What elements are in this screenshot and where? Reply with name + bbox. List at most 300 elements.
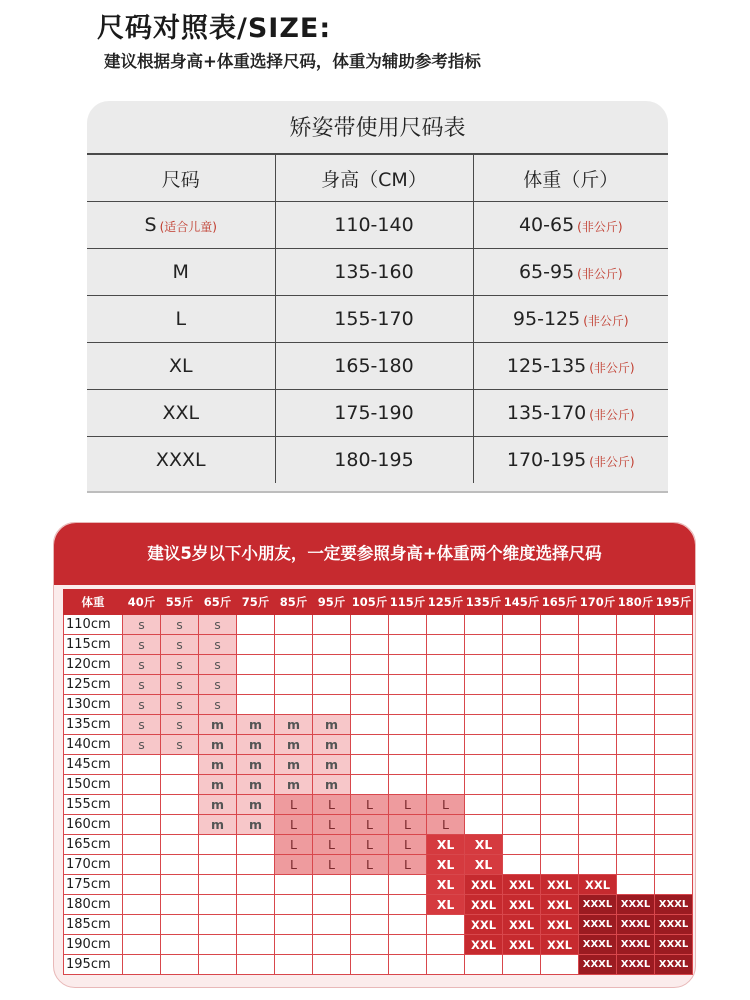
chart-cell bbox=[237, 875, 275, 895]
chart-cell bbox=[351, 635, 389, 655]
chart-cell bbox=[389, 935, 427, 955]
chart-cell: s bbox=[199, 635, 237, 655]
chart-cell bbox=[617, 635, 655, 655]
chart-cell bbox=[465, 775, 503, 795]
chart-cell: m bbox=[313, 735, 351, 755]
chart-cell bbox=[579, 735, 617, 755]
chart-cell: m bbox=[199, 715, 237, 735]
weight-header: 195斤 bbox=[655, 590, 693, 615]
chart-cell: XXL bbox=[503, 875, 541, 895]
chart-cell bbox=[655, 795, 693, 815]
chart-cell bbox=[199, 895, 237, 915]
chart-cell bbox=[541, 835, 579, 855]
chart-cell: m bbox=[199, 755, 237, 775]
weight-cell bbox=[473, 390, 668, 437]
chart-cell bbox=[275, 875, 313, 895]
chart-row bbox=[64, 895, 693, 915]
chart-cell bbox=[579, 815, 617, 835]
chart-cell bbox=[617, 615, 655, 635]
size-row-xl bbox=[87, 343, 668, 390]
chart-cell bbox=[123, 895, 161, 915]
chart-cell bbox=[123, 755, 161, 775]
chart-cell bbox=[123, 835, 161, 855]
size-row-l bbox=[87, 296, 668, 343]
chart-cell: s bbox=[161, 655, 199, 675]
chart-cell bbox=[427, 735, 465, 755]
chart-cell: s bbox=[161, 615, 199, 635]
chart-cell bbox=[503, 655, 541, 675]
chart-cell bbox=[503, 615, 541, 635]
chart-cell: m bbox=[313, 715, 351, 735]
chart-cell bbox=[503, 775, 541, 795]
size-label: S bbox=[144, 214, 157, 236]
chart-row bbox=[64, 935, 693, 955]
table-bottom-divider bbox=[87, 491, 668, 493]
chart-row bbox=[64, 635, 693, 655]
chart-cell bbox=[503, 635, 541, 655]
chart-cell bbox=[351, 715, 389, 735]
chart-cell: XXXL bbox=[579, 935, 617, 955]
weight-header: 125斤 bbox=[427, 590, 465, 615]
chart-cell bbox=[237, 695, 275, 715]
chart-cell: L bbox=[275, 855, 313, 875]
chart-cell bbox=[237, 915, 275, 935]
chart-cell bbox=[237, 635, 275, 655]
height-header: 170cm bbox=[64, 855, 123, 875]
chart-cell bbox=[617, 675, 655, 695]
chart-cell: L bbox=[275, 795, 313, 815]
chart-cell bbox=[161, 775, 199, 795]
chart-cell bbox=[161, 855, 199, 875]
size-cell bbox=[87, 343, 275, 390]
chart-cell bbox=[313, 695, 351, 715]
weight-unit-note: (非公斤) bbox=[583, 314, 629, 328]
chart-cell bbox=[655, 755, 693, 775]
chart-cell bbox=[617, 655, 655, 675]
weight-header: 40斤 bbox=[123, 590, 161, 615]
chart-cell: L bbox=[313, 835, 351, 855]
size-table bbox=[87, 153, 668, 483]
chart-cell: s bbox=[199, 655, 237, 675]
chart-cell bbox=[503, 835, 541, 855]
chart-cell bbox=[579, 695, 617, 715]
chart-cell: XXXL bbox=[617, 955, 655, 975]
chart-cell bbox=[655, 655, 693, 675]
height-cell: 110-140 bbox=[275, 202, 473, 249]
chart-cell bbox=[389, 695, 427, 715]
size-label: L bbox=[175, 308, 187, 330]
chart-cell bbox=[503, 695, 541, 715]
weight-value: 65-95 bbox=[518, 261, 575, 283]
chart-cell bbox=[427, 655, 465, 675]
chart-cell bbox=[275, 675, 313, 695]
chart-cell: L bbox=[389, 815, 427, 835]
size-table-title: 矫姿带使用尺码表 bbox=[289, 116, 466, 141]
height-header: 115cm bbox=[64, 635, 123, 655]
chart-cell: L bbox=[351, 855, 389, 875]
chart-cell bbox=[275, 635, 313, 655]
chart-cell bbox=[465, 655, 503, 675]
chart-cell bbox=[503, 755, 541, 775]
chart-row bbox=[64, 675, 693, 695]
weight-value: 135-170 bbox=[506, 402, 587, 424]
chart-cell bbox=[541, 675, 579, 695]
height-header: 160cm bbox=[64, 815, 123, 835]
chart-cell bbox=[579, 715, 617, 735]
chart-row bbox=[64, 755, 693, 775]
chart-header-row bbox=[64, 590, 693, 615]
chart-cell bbox=[655, 855, 693, 875]
chart-cell bbox=[655, 635, 693, 655]
chart-cell bbox=[313, 915, 351, 935]
chart-cell bbox=[579, 655, 617, 675]
weight-cell bbox=[473, 296, 668, 343]
chart-cell bbox=[389, 735, 427, 755]
chart-cell bbox=[541, 955, 579, 975]
chart-cell bbox=[503, 955, 541, 975]
chart-cell bbox=[503, 715, 541, 735]
height-header: 175cm bbox=[64, 875, 123, 895]
chart-cell: s bbox=[199, 695, 237, 715]
chart-cell: XL bbox=[427, 875, 465, 895]
chart-cell bbox=[503, 795, 541, 815]
weight-unit-note: (非公斤) bbox=[577, 267, 623, 281]
weight-header: 85斤 bbox=[275, 590, 313, 615]
chart-cell bbox=[465, 615, 503, 635]
chart-cell bbox=[237, 675, 275, 695]
chart-cell: L bbox=[351, 795, 389, 815]
chart-cell: s bbox=[123, 655, 161, 675]
chart-cell bbox=[275, 935, 313, 955]
chart-cell: L bbox=[389, 795, 427, 815]
chart-cell bbox=[199, 875, 237, 895]
chart-cell: m bbox=[275, 735, 313, 755]
size-chart-grid bbox=[63, 589, 693, 975]
chart-cell bbox=[351, 735, 389, 755]
weight-header: 180斤 bbox=[617, 590, 655, 615]
chart-cell: XXL bbox=[503, 935, 541, 955]
chart-row bbox=[64, 815, 693, 835]
chart-cell: m bbox=[275, 775, 313, 795]
chart-cell bbox=[389, 715, 427, 735]
chart-cell bbox=[199, 835, 237, 855]
chart-cell bbox=[351, 695, 389, 715]
chart-cell bbox=[427, 915, 465, 935]
chart-cell bbox=[579, 635, 617, 655]
chart-cell bbox=[313, 615, 351, 635]
height-header: 180cm bbox=[64, 895, 123, 915]
page-title: 尺码对照表/SIZE: bbox=[97, 13, 332, 44]
chart-cell bbox=[389, 875, 427, 895]
chart-cell bbox=[655, 615, 693, 635]
chart-row bbox=[64, 715, 693, 735]
chart-cell bbox=[541, 655, 579, 675]
weight-value: 40-65 bbox=[518, 214, 575, 236]
chart-cell: XXXL bbox=[617, 935, 655, 955]
chart-cell: XXL bbox=[503, 915, 541, 935]
chart-cell bbox=[123, 815, 161, 835]
chart-cell bbox=[655, 675, 693, 695]
chart-cell: XXXL bbox=[617, 895, 655, 915]
height-cell: 135-160 bbox=[275, 249, 473, 296]
chart-cell: s bbox=[161, 635, 199, 655]
chart-cell bbox=[237, 955, 275, 975]
weight-header: 105斤 bbox=[351, 590, 389, 615]
chart-cell bbox=[617, 775, 655, 795]
height-header: 130cm bbox=[64, 695, 123, 715]
chart-cell: s bbox=[161, 675, 199, 695]
chart-cell bbox=[123, 955, 161, 975]
height-header: 185cm bbox=[64, 915, 123, 935]
chart-cell bbox=[275, 615, 313, 635]
weight-header: 145斤 bbox=[503, 590, 541, 615]
col-height-header: 身高（CM） bbox=[275, 154, 473, 202]
chart-cell bbox=[123, 915, 161, 935]
chart-row bbox=[64, 775, 693, 795]
size-row-s bbox=[87, 202, 668, 249]
chart-cell: s bbox=[161, 735, 199, 755]
chart-cell: s bbox=[123, 735, 161, 755]
chart-cell bbox=[503, 855, 541, 875]
chart-cell bbox=[237, 835, 275, 855]
chart-cell bbox=[389, 775, 427, 795]
chart-cell bbox=[351, 615, 389, 635]
chart-cell bbox=[237, 855, 275, 875]
chart-cell: XXL bbox=[579, 875, 617, 895]
chart-cell bbox=[655, 835, 693, 855]
chart-cell bbox=[313, 935, 351, 955]
weight-cell bbox=[473, 437, 668, 484]
chart-row bbox=[64, 795, 693, 815]
chart-cell bbox=[541, 755, 579, 775]
chart-cell bbox=[427, 635, 465, 655]
chart-cell: m bbox=[237, 795, 275, 815]
size-cell bbox=[87, 249, 275, 296]
chart-cell: s bbox=[161, 695, 199, 715]
chart-cell: XXXL bbox=[617, 915, 655, 935]
weight-header: 65斤 bbox=[199, 590, 237, 615]
chart-cell: s bbox=[161, 715, 199, 735]
chart-corner-label: 体重 bbox=[64, 590, 123, 615]
height-header: 150cm bbox=[64, 775, 123, 795]
chart-cell bbox=[275, 915, 313, 935]
chart-cell bbox=[655, 735, 693, 755]
chart-cell: XL bbox=[465, 855, 503, 875]
chart-cell bbox=[123, 795, 161, 815]
col-weight-header: 体重（斤） bbox=[473, 154, 668, 202]
chart-cell bbox=[161, 815, 199, 835]
chart-cell: s bbox=[123, 695, 161, 715]
chart-cell bbox=[579, 675, 617, 695]
chart-cell bbox=[351, 875, 389, 895]
weight-unit-note: (非公斤) bbox=[589, 455, 635, 469]
chart-cell bbox=[427, 715, 465, 735]
chart-cell: m bbox=[199, 815, 237, 835]
height-cell: 180-195 bbox=[275, 437, 473, 484]
chart-cell: m bbox=[237, 715, 275, 735]
chart-cell bbox=[503, 815, 541, 835]
height-header: 135cm bbox=[64, 715, 123, 735]
size-label: XXXL bbox=[155, 449, 206, 471]
chart-cell bbox=[389, 655, 427, 675]
chart-cell bbox=[237, 895, 275, 915]
chart-cell bbox=[427, 675, 465, 695]
chart-cell bbox=[123, 875, 161, 895]
chart-cell bbox=[275, 955, 313, 975]
chart-cell bbox=[161, 875, 199, 895]
chart-cell bbox=[237, 655, 275, 675]
chart-cell bbox=[123, 855, 161, 875]
chart-cell bbox=[313, 955, 351, 975]
chart-cell: XXXL bbox=[579, 955, 617, 975]
chart-cell: s bbox=[123, 715, 161, 735]
chart-cell: XL bbox=[427, 855, 465, 875]
chart-cell bbox=[655, 775, 693, 795]
size-cell bbox=[87, 390, 275, 437]
chart-cell bbox=[579, 855, 617, 875]
chart-cell bbox=[579, 835, 617, 855]
chart-cell: XXL bbox=[541, 915, 579, 935]
chart-cell bbox=[541, 695, 579, 715]
chart-cell bbox=[617, 755, 655, 775]
chart-cell: m bbox=[237, 775, 275, 795]
chart-cell bbox=[465, 735, 503, 755]
chart-cell bbox=[617, 735, 655, 755]
chart-cell bbox=[351, 755, 389, 775]
height-cell: 165-180 bbox=[275, 343, 473, 390]
chart-cell bbox=[579, 615, 617, 635]
chart-cell bbox=[655, 815, 693, 835]
weight-header: 135斤 bbox=[465, 590, 503, 615]
chart-cell bbox=[465, 955, 503, 975]
height-header: 145cm bbox=[64, 755, 123, 775]
chart-cell: XXL bbox=[465, 895, 503, 915]
chart-cell bbox=[275, 895, 313, 915]
chart-cell bbox=[351, 775, 389, 795]
chart-cell bbox=[465, 635, 503, 655]
chart-cell bbox=[123, 935, 161, 955]
chart-cell: XXL bbox=[465, 935, 503, 955]
chart-cell: m bbox=[199, 735, 237, 755]
chart-cell bbox=[465, 755, 503, 775]
chart-cell bbox=[579, 755, 617, 775]
chart-row bbox=[64, 855, 693, 875]
size-note: (适合儿童) bbox=[159, 220, 217, 234]
height-header: 140cm bbox=[64, 735, 123, 755]
chart-cell bbox=[617, 715, 655, 735]
chart-cell bbox=[617, 835, 655, 855]
size-row-m bbox=[87, 249, 668, 296]
size-cell bbox=[87, 437, 275, 484]
weight-value: 95-125 bbox=[512, 308, 581, 330]
chart-cell: L bbox=[275, 815, 313, 835]
chart-row bbox=[64, 875, 693, 895]
chart-cell bbox=[579, 795, 617, 815]
height-header: 120cm bbox=[64, 655, 123, 675]
chart-cell bbox=[351, 655, 389, 675]
chart-cell: XXXL bbox=[579, 915, 617, 935]
chart-row bbox=[64, 615, 693, 635]
chart-cell: L bbox=[313, 855, 351, 875]
chart-cell: XXXL bbox=[655, 915, 693, 935]
chart-cell bbox=[617, 695, 655, 715]
chart-cell bbox=[389, 615, 427, 635]
chart-cell bbox=[541, 635, 579, 655]
chart-cell bbox=[465, 695, 503, 715]
chart-cell bbox=[237, 935, 275, 955]
chart-cell bbox=[351, 935, 389, 955]
chart-cell bbox=[617, 815, 655, 835]
height-cell: 175-190 bbox=[275, 390, 473, 437]
size-label: M bbox=[172, 261, 189, 283]
chart-cell bbox=[389, 915, 427, 935]
chart-cell bbox=[199, 855, 237, 875]
chart-cell: XL bbox=[427, 895, 465, 915]
chart-row bbox=[64, 915, 693, 935]
chart-row bbox=[64, 655, 693, 675]
chart-cell bbox=[389, 635, 427, 655]
chart-cell bbox=[541, 855, 579, 875]
chart-cell: XXL bbox=[503, 895, 541, 915]
chart-cell: L bbox=[275, 835, 313, 855]
chart-cell: m bbox=[275, 715, 313, 735]
chart-cell bbox=[351, 915, 389, 935]
chart-cell: XXL bbox=[541, 895, 579, 915]
chart-cell bbox=[427, 695, 465, 715]
chart-cell: m bbox=[313, 755, 351, 775]
chart-cell bbox=[199, 935, 237, 955]
chart-cell bbox=[351, 675, 389, 695]
height-header: 155cm bbox=[64, 795, 123, 815]
weight-header: 75斤 bbox=[237, 590, 275, 615]
page-subtitle: 建议根据身高+体重选择尺码，体重为辅助参考指标 bbox=[104, 52, 481, 71]
chart-cell bbox=[427, 615, 465, 635]
chart-cell: m bbox=[199, 795, 237, 815]
chart-cell bbox=[389, 955, 427, 975]
chart-cell bbox=[351, 895, 389, 915]
chart-cell: L bbox=[313, 795, 351, 815]
chart-cell bbox=[541, 735, 579, 755]
chart-cell bbox=[465, 815, 503, 835]
weight-value: 125-135 bbox=[506, 355, 587, 377]
chart-cell: XXXL bbox=[655, 955, 693, 975]
weight-header: 115斤 bbox=[389, 590, 427, 615]
chart-cell: L bbox=[389, 855, 427, 875]
weight-header: 55斤 bbox=[161, 590, 199, 615]
size-table-card bbox=[87, 101, 668, 493]
chart-cell: XXL bbox=[465, 875, 503, 895]
chart-cell bbox=[541, 615, 579, 635]
chart-cell: s bbox=[123, 615, 161, 635]
chart-cell bbox=[389, 675, 427, 695]
chart-cell bbox=[617, 795, 655, 815]
chart-cell: m bbox=[237, 815, 275, 835]
chart-cell bbox=[655, 875, 693, 895]
chart-cell bbox=[503, 675, 541, 695]
weight-cell bbox=[473, 249, 668, 296]
weight-unit-note: (非公斤) bbox=[589, 361, 635, 375]
chart-row bbox=[64, 835, 693, 855]
weight-header: 170斤 bbox=[579, 590, 617, 615]
chart-cell: XXL bbox=[465, 915, 503, 935]
chart-cell bbox=[161, 915, 199, 935]
height-header: 190cm bbox=[64, 935, 123, 955]
chart-cell: m bbox=[313, 775, 351, 795]
col-size-header: 尺码 bbox=[87, 154, 275, 202]
height-header: 110cm bbox=[64, 615, 123, 635]
chart-cell bbox=[161, 755, 199, 775]
size-label: XL bbox=[168, 355, 193, 377]
